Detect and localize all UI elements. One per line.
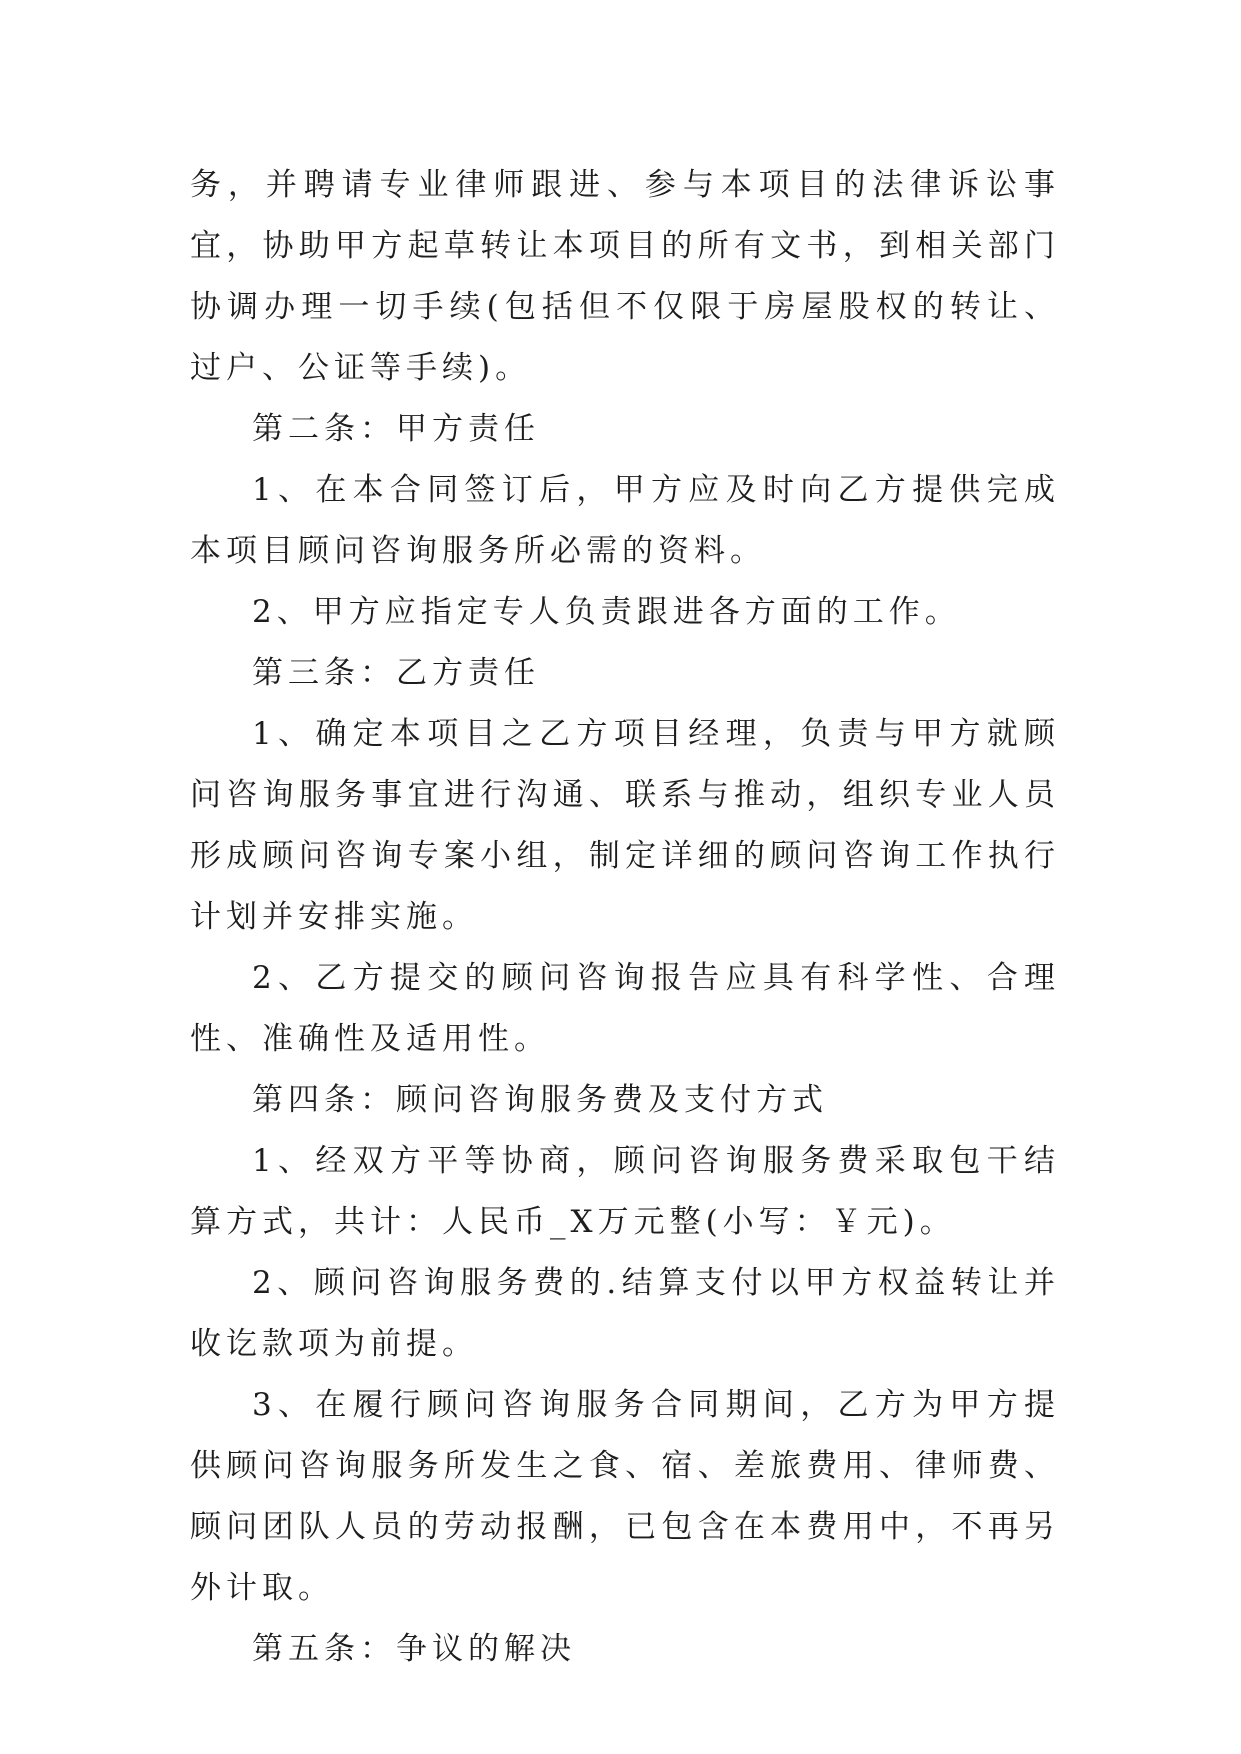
- section-heading-article-2: 第二条：甲方责任: [252, 411, 540, 447]
- section-heading-article-4: 第四条：顾问咨询服务费及支付方式: [252, 1082, 828, 1118]
- paragraph-article-4-item-3: 3、在履行顾问咨询服务合同期间，乙方为甲方提供顾问咨询服务所发生之食、宿、差旅费用、律师费、顾问团队人员的劳动报酬，已包含在本费用中，不再另外计取。: [190, 1387, 1060, 1606]
- paragraph-article-3-item-1: 1、确定本项目之乙方项目经理，负责与甲方就顾问咨询服务事宜进行沟通、联系与推动，组织专业人员形成顾问咨询专案小组，制定详细的顾问咨询工作执行计划并安排实施。: [190, 716, 1060, 935]
- paragraph-article-3-item-2: 2、乙方提交的顾问咨询报告应具有科学性、合理性、准确性及适用性。: [190, 960, 1060, 1057]
- paragraph-continuation: 务，并聘请专业律师跟进、参与本项目的法律诉讼事宜，协助甲方起草转让本项目的所有文书，到相关部门协调办理一切手续(包括但不仅限于房屋股权的转让、过户、公证等手续)。: [190, 167, 1060, 386]
- section-heading-article-3: 第三条：乙方责任: [252, 655, 540, 691]
- paragraph-article-2-item-2: 2、甲方应指定专人负责跟进各方面的工作。: [252, 594, 961, 630]
- section-heading-article-5: 第五条：争议的解决: [252, 1631, 576, 1667]
- document-body: [190, 155, 1060, 1680]
- paragraph-article-4-item-1: 1、经双方平等协商，顾问咨询服务费采取包干结算方式，共计：人民币_X万元整(小写：￥元)。: [190, 1143, 1060, 1240]
- paragraph-article-4-item-2: 2、顾问咨询服务费的.结算支付以甲方权益转让并收讫款项为前提。: [190, 1265, 1060, 1362]
- paragraph-article-2-item-1: 1、在本合同签订后，甲方应及时向乙方提供完成本项目顾问咨询服务所必需的资料。: [190, 472, 1060, 569]
